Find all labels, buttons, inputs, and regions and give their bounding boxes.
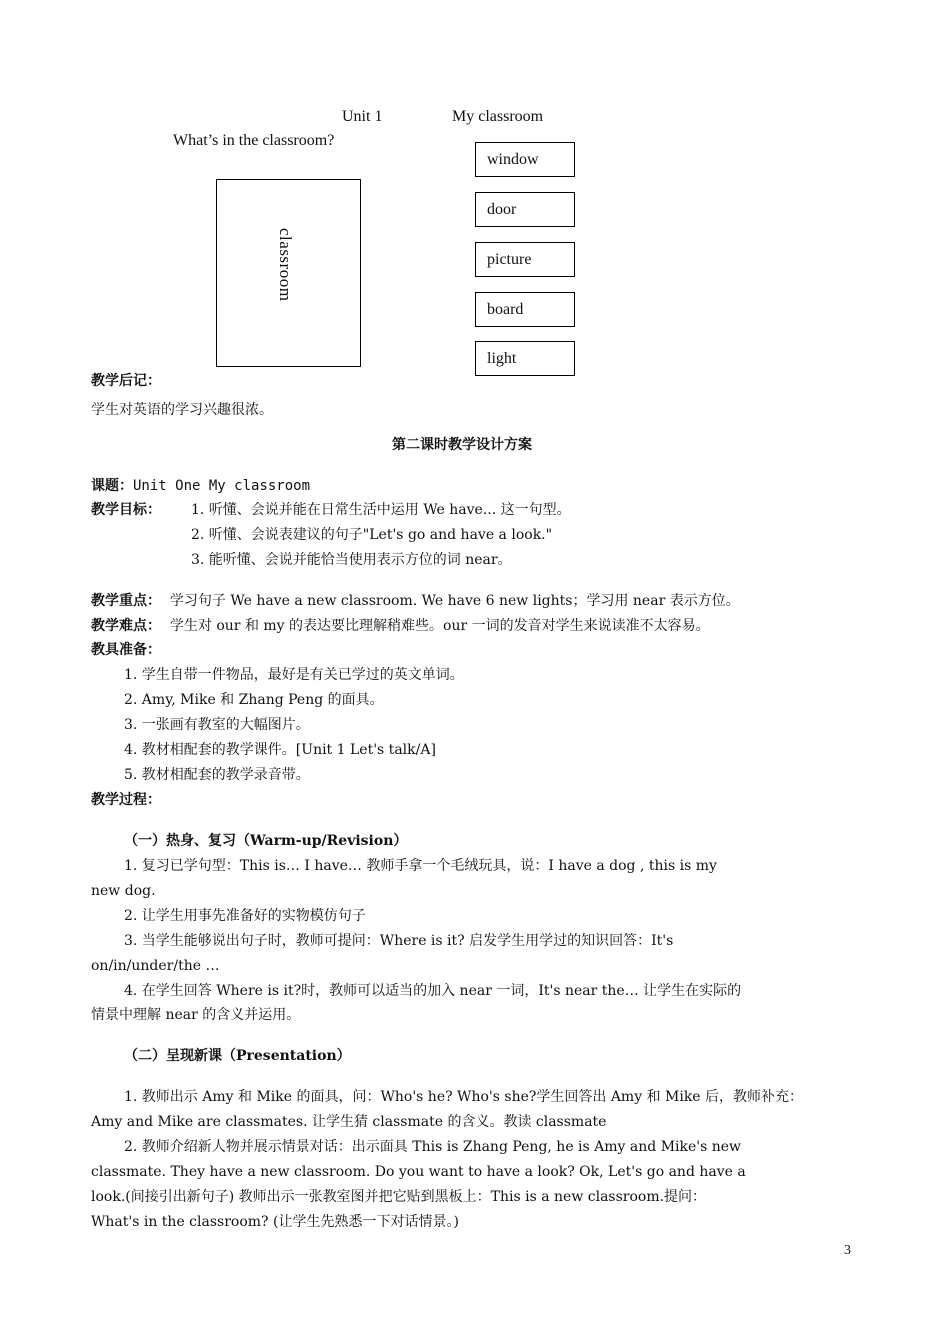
presentation-line: Amy and Mike are classmates. 让学生猜 classmate 的含义。教读 classmate — [91, 1114, 607, 1130]
warmup-heading: （一）热身、复习（Warm-up/Revision） — [124, 833, 408, 849]
prep-item: 3. 一张画有教室的大幅图片。 — [124, 717, 310, 733]
difficult-line — [91, 617, 710, 635]
presentation-line: 1. 教师出示 Amy 和 Mike 的面具，问：Who's he? Who's she?学生回答出 Amy 和 Mike 后，教师补充： — [124, 1089, 804, 1105]
key-text: 学习句子 We have a new classroom. We have 6 new lights；学习用 near 表示方位。 — [169, 593, 740, 609]
classroom-box — [216, 179, 361, 367]
key-line — [91, 592, 740, 610]
classroom-label: classroom — [276, 228, 295, 302]
prep-item: 1. 学生自带一件物品，最好是有关已学过的英文单词。 — [124, 667, 464, 683]
key-label: 教学重点： — [91, 593, 161, 609]
prep-item: 5. 教材相配套的教学录音带。 — [124, 767, 310, 783]
difficult-label: 教学难点： — [91, 618, 161, 634]
notes-text: 学生对英语的学习兴趣很浓。 — [91, 402, 273, 418]
topic-label: 课题： — [91, 478, 133, 494]
process-label: 教学过程： — [91, 792, 161, 808]
presentation-line: classmate. They have a new classroom. Do you want to have a look? Ok, Let's go and have a — [91, 1164, 746, 1180]
notes-label: 教学后记： — [91, 373, 161, 389]
prep-label: 教具准备： — [91, 642, 161, 658]
presentation-line: What's in the classroom? (让学生先熟悉一下对话情景。) — [91, 1214, 459, 1230]
warmup-line: 3. 当学生能够说出句子时，教师可提问：Where is it? 启发学生用学过的知识回答：It's — [124, 933, 674, 949]
prep-item: 4. 教材相配套的教学课件。[Unit 1 Let's talk/A] — [124, 742, 436, 758]
goal-item: 1. 听懂、会说并能在日常生活中运用 We have... 这一句型。 — [191, 502, 571, 518]
lesson-title: 第二课时教学设计方案 — [392, 437, 532, 453]
topic-value: Unit One My classroom — [133, 478, 311, 494]
diagram-title: My classroom — [452, 108, 544, 125]
difficult-text: 学生对 our 和 my 的表达要比理解稍难些。our 一词的发音对学生来说读准不太容易。 — [169, 618, 710, 634]
word-box-door: door — [475, 192, 575, 227]
unit-label: Unit 1 — [342, 108, 383, 125]
goal-item: 3. 能听懂、会说并能恰当使用表示方位的词 near。 — [191, 552, 512, 568]
warmup-line: 2. 让学生用事先准备好的实物模仿句子 — [124, 908, 366, 924]
presentation-heading: （二）呈现新课（Presentation） — [124, 1048, 351, 1064]
word-box-board: board — [475, 292, 575, 327]
goal-item: 2. 听懂、会说表建议的句子"Let's go and have a look." — [191, 527, 553, 543]
warmup-line: 情景中理解 near 的含义并运用。 — [91, 1007, 301, 1023]
diagram-question: What’s in the classroom? — [173, 132, 335, 149]
warmup-line: 1. 复习已学句型：This is… I have… 教师手拿一个毛绒玩具，说：I have a dog , this is my — [124, 858, 717, 874]
word-box-picture: picture — [475, 242, 575, 277]
goals-label: 教学目标： — [91, 502, 161, 518]
topic-line — [91, 477, 310, 495]
warmup-line: new dog. — [91, 883, 156, 899]
warmup-line: 4. 在学生回答 Where is it?时，教师可以适当的加入 near 一词，It's near the… 让学生在实际的 — [124, 983, 742, 999]
warmup-line: on/in/under/the … — [91, 958, 220, 974]
presentation-line: look.(间接引出新句子) 教师出示一张教室图并把它贴到黑板上：This is a new classroom.提问： — [91, 1189, 707, 1205]
presentation-line: 2. 教师介绍新人物并展示情景对话：出示面具 This is Zhang Peng, he is Amy and Mike's new — [124, 1139, 742, 1155]
word-box-light: light — [475, 341, 575, 376]
page-number: 3 — [844, 1243, 851, 1258]
word-box-window: window — [475, 142, 575, 177]
prep-item: 2. Amy, Mike 和 Zhang Peng 的面具。 — [124, 692, 384, 708]
